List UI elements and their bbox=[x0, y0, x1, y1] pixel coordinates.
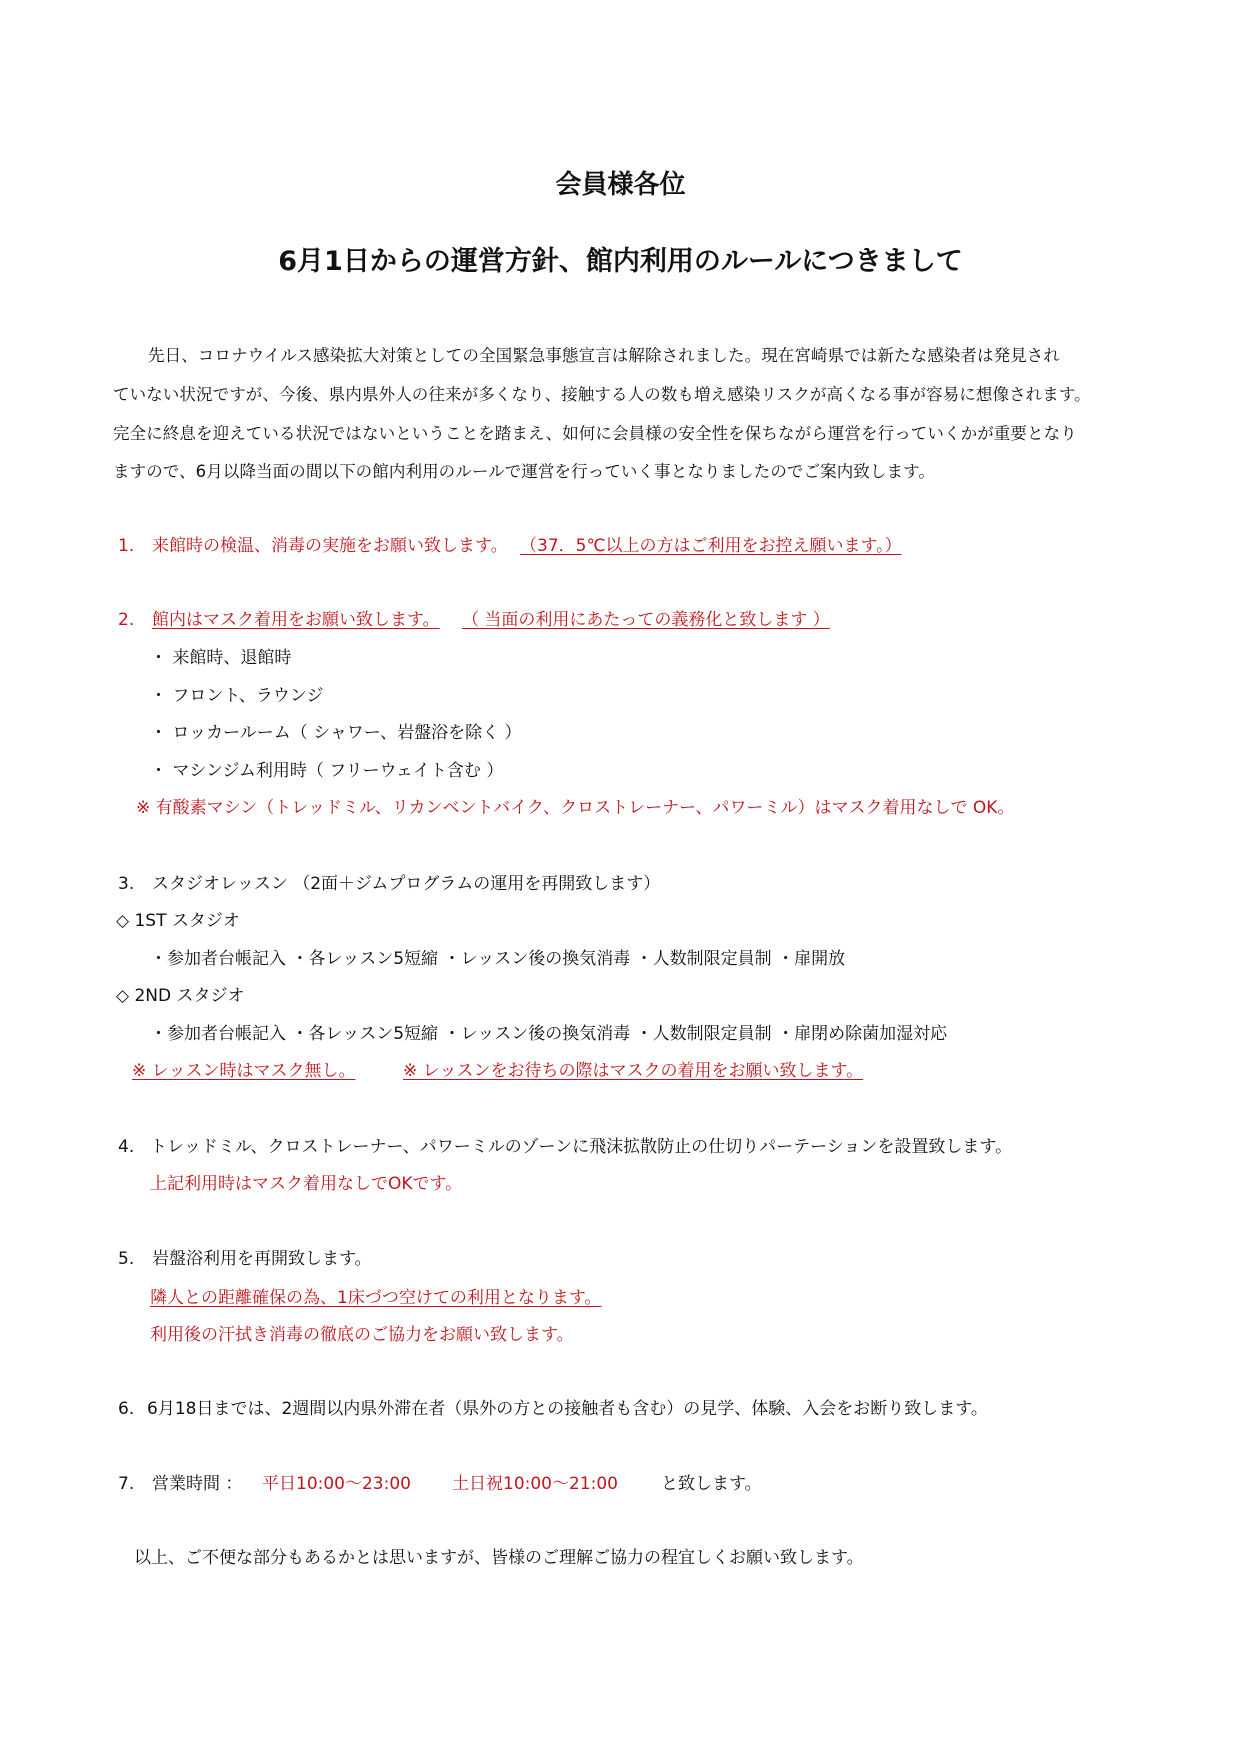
intro-line: ていない状況ですが、今後、県内県外人の往来が多くなり、接触する人の数も増え感染リスクが高くなる事が容易に想像されます。 bbox=[113, 385, 1091, 404]
item-footnote: ※ 有酸素マシン（トレッドミル、リカンベントバイク、クロストレーナー、パワーミル）はマスク着用なしで OK。 bbox=[136, 798, 1015, 818]
bullet-item: ・ 来館時、退館時 bbox=[150, 648, 292, 668]
item-number: 7. bbox=[118, 1474, 135, 1494]
item-note: 利用後の汗拭き消毒の徹底のご協力をお願い致します。 bbox=[150, 1325, 574, 1345]
item-number: 1. bbox=[118, 536, 135, 556]
document-title: 会員様各位 bbox=[555, 170, 686, 200]
intro-line: 完全に終息を迎えている状況ではないということを踏まえ、如何に会員様の安全性を保ちながら運営を行っていくかが重要となり bbox=[113, 424, 1077, 443]
studio-1-label: ◇ 1ST スタジオ bbox=[116, 911, 240, 931]
item-text: 来館時の検温、消毒の実施をお願い致します。 bbox=[152, 536, 508, 556]
intro-line: ますので、6月以降当面の間以下の館内利用のルールで運営を行っていく事となりましたのでご案内致します。 bbox=[113, 462, 936, 481]
studio-note-b: ※ レッスンをお待ちの際はマスクの着用をお願い致します。 bbox=[403, 1061, 864, 1081]
studio-1-items: ・参加者台帳記入 ・各レッスン5短縮 ・レッスン後の換気消毒 ・人数制限定員制 ・扉開放 bbox=[150, 949, 846, 969]
item-number: 2. bbox=[118, 610, 135, 630]
item-text: 6月18日までは、2週間以内県外滞在者（県外の方との接触者も含む）の見学、体験、入会をお断り致します。 bbox=[147, 1399, 988, 1419]
item-number: 4. bbox=[118, 1137, 135, 1157]
intro-line: 先日、コロナウイルス感染拡大対策としての全国緊急事態宣言は解除されました。現在宮崎県では新たな感染者は発見され bbox=[148, 346, 1061, 365]
hours-weekend: 土日祝10:00～21:00 bbox=[452, 1474, 618, 1494]
studio-2-label: ◇ 2ND スタジオ bbox=[116, 986, 245, 1006]
item-text: トレッドミル、クロストレーナー、パワーミルのゾーンに飛沫拡散防止の仕切りパーテーションを設置致します。 bbox=[150, 1137, 1013, 1157]
document-subtitle: 6月1日からの運営方針、館内利用のルールにつきまして bbox=[278, 246, 963, 277]
hours-weekday: 平日10:00～23:00 bbox=[262, 1474, 411, 1494]
studio-note-a: ※ レッスン時はマスク無し。 bbox=[132, 1061, 356, 1081]
item-number: 3. bbox=[118, 874, 135, 894]
closing-line: 以上、ご不便な部分もあるかとは思いますが、皆様のご理解ご協力の程宜しくお願い致します。 bbox=[134, 1548, 864, 1568]
bullet-item: ・ フロント、ラウンジ bbox=[150, 686, 324, 706]
item-note: 上記利用時はマスク着用なしでOKです。 bbox=[150, 1174, 463, 1194]
bullet-item: ・ ロッカールーム（ シャワー、岩盤浴を除く ） bbox=[150, 723, 522, 743]
item-number: 5. bbox=[118, 1249, 135, 1269]
item-text: 岩盤浴利用を再開致します。 bbox=[152, 1249, 372, 1269]
item-note: 隣人との距離確保の為、1床づつ空けての利用となります。 bbox=[150, 1288, 602, 1308]
item-text: 館内はマスク着用をお願い致します。 bbox=[152, 610, 440, 630]
hours-suffix: と致します。 bbox=[661, 1474, 762, 1494]
hours-label: 営業時間 ： bbox=[152, 1474, 243, 1494]
item-note: （37．5℃以上の方はご利用をお控え願います。） bbox=[520, 536, 902, 556]
item-text: スタジオレッスン （2面＋ジムプログラムの運用を再開致します） bbox=[152, 874, 661, 894]
studio-2-items: ・参加者台帳記入 ・各レッスン5短縮 ・レッスン後の換気消毒 ・人数制限定員制 ・扉閉め除菌加湿対応 bbox=[150, 1024, 948, 1044]
item-number: 6. bbox=[118, 1399, 135, 1419]
bullet-item: ・ マシンジム利用時（ フリーウェイト含む ） bbox=[150, 761, 504, 781]
item-note: （ 当面の利用にあたっての義務化と致します ） bbox=[462, 610, 830, 630]
